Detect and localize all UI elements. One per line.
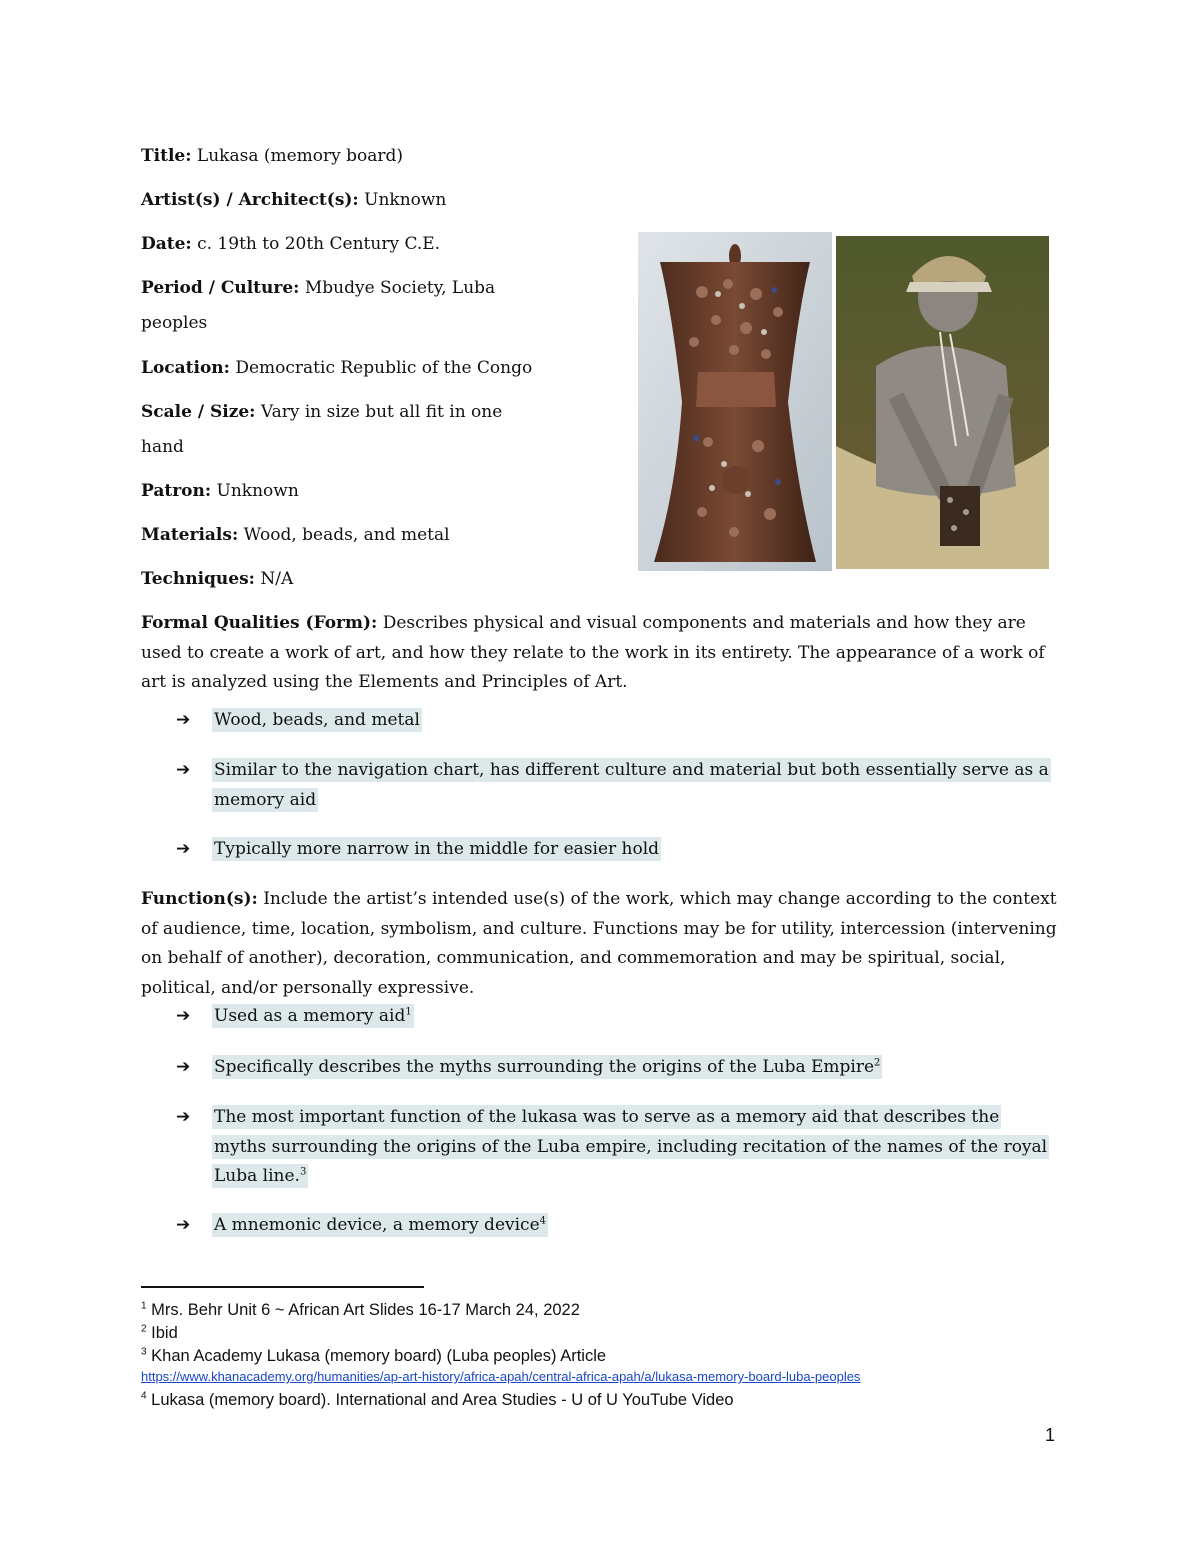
formal-bullet-2-text: Similar to the navigation chart, has different culture and material but both essentially serve as a memory aid — [214, 760, 1049, 810]
footnote-number: 2 — [141, 1323, 147, 1335]
function-label: Function(s): — [141, 889, 258, 909]
arrow-icon: ➔ — [176, 839, 191, 859]
location-line — [141, 351, 532, 386]
period-line-cont — [141, 306, 207, 341]
period-value: Mbudye Society, Luba — [299, 278, 496, 298]
formal-qualities-label: Formal Qualities (Form): — [141, 613, 378, 633]
formal-bullet-1-text: Wood, beads, and metal — [214, 710, 420, 730]
location-value: Democratic Republic of the Congo — [229, 358, 533, 378]
materials-line — [141, 518, 450, 553]
function-bullet-3 — [176, 1103, 1056, 1192]
footnote-1 — [141, 1299, 580, 1321]
footnote-3-text: Khan Academy Lukasa (memory board) (Luba peoples) Article — [146, 1347, 607, 1365]
formal-bullet-3-text: Typically more narrow in the middle for easier hold — [214, 839, 660, 859]
scale-line — [141, 395, 502, 430]
function-paragraph — [141, 885, 1061, 1003]
footnote-number: 1 — [141, 1300, 147, 1312]
footnote-3-link[interactable]: https://www.khanacademy.org/humanities/ap-art-history/africa-apah/central-africa-apah/a/lukasa-memory-board-luba-peoples — [141, 1369, 861, 1384]
formal-qualities-paragraph — [141, 609, 1061, 698]
materials-label: Materials: — [141, 525, 239, 545]
location-label: Location: — [141, 358, 230, 378]
artist-value: Unknown — [358, 190, 447, 210]
scale-line-cont — [141, 430, 184, 465]
arrow-icon: ➔ — [176, 1006, 191, 1026]
techniques-value: N/A — [254, 569, 294, 589]
footnote-number: 3 — [141, 1346, 147, 1358]
arrow-icon: ➔ — [176, 1215, 191, 1235]
footnote-ref[interactable]: 4 — [539, 1215, 546, 1227]
materials-value: Wood, beads, and metal — [238, 525, 450, 545]
date-value: c. 19th to 20th Century C.E. — [191, 234, 441, 254]
function-text: Include the artist’s intended use(s) of the work, which may change according to the context of audience, time, location, symbolism, and culture. Functions may be for utility, intercession (intervening on behalf of another), decoration, communication, and commemoration and may be spiritual, social, political, and/or personally expressive. — [141, 889, 1057, 998]
luba-elder-image — [836, 236, 1049, 569]
patron-label: Patron: — [141, 481, 212, 501]
lukasa-board-image — [638, 232, 832, 571]
function-bullet-2-text: Specifically describes the myths surrounding the origins of the Luba Empire — [214, 1057, 875, 1077]
date-label: Date: — [141, 234, 192, 254]
footnote-4-text: Lukasa (memory board). International and Area Studies - U of U YouTube Video — [146, 1391, 734, 1409]
techniques-label: Techniques: — [141, 569, 255, 589]
arrow-icon: ➔ — [176, 760, 191, 780]
scale-value-cont: hand — [141, 437, 184, 457]
formal-bullet-3 — [176, 835, 1056, 865]
function-bullet-4 — [176, 1211, 1056, 1241]
function-bullet-4-text: A mnemonic device, a memory device — [214, 1215, 540, 1235]
function-bullet-2 — [176, 1053, 1056, 1083]
formal-qualities-text: Describes physical and visual components and materials and how they are used to create a work of art, and how they relate to the work in its entirety. The appearance of a work of art is analyzed using the Elements and Principles of Art. — [141, 613, 1045, 692]
arrow-icon: ➔ — [176, 1057, 191, 1077]
scale-value: Vary in size but all fit in one — [255, 402, 503, 422]
footnote-2-text: Ibid — [146, 1324, 178, 1342]
title-line — [141, 139, 403, 174]
page-number: 1 — [1045, 1425, 1056, 1445]
artist-line — [141, 183, 446, 218]
footnote-ref[interactable]: 2 — [874, 1057, 881, 1069]
footnote-3 — [141, 1345, 606, 1367]
period-line — [141, 271, 495, 306]
footnote-1-text: Mrs. Behr Unit 6 ~ African Art Slides 16-17 March 24, 2022 — [146, 1301, 580, 1319]
function-bullet-1-text: Used as a memory aid — [214, 1006, 406, 1026]
arrow-icon: ➔ — [176, 710, 191, 730]
formal-bullet-1 — [176, 706, 1056, 736]
footnote-separator — [141, 1286, 424, 1288]
scale-label: Scale / Size: — [141, 402, 256, 422]
title-value: Lukasa (memory board) — [191, 146, 404, 166]
techniques-line — [141, 562, 293, 597]
date-line — [141, 227, 440, 262]
formal-bullet-2 — [176, 756, 1056, 815]
footnote-2 — [141, 1322, 178, 1344]
arrow-icon: ➔ — [176, 1107, 191, 1127]
function-bullet-3-text: The most important function of the lukasa was to serve as a memory aid that describes the myths surrounding the origins of the Luba empire, including recitation of the names of the royal Luba line. — [214, 1107, 1048, 1186]
footnote-4 — [141, 1389, 734, 1411]
period-value-cont: peoples — [141, 313, 208, 333]
footnote-ref[interactable]: 1 — [405, 1006, 412, 1018]
artist-label: Artist(s) / Architect(s): — [141, 190, 359, 210]
patron-line — [141, 474, 299, 509]
footnote-ref[interactable]: 3 — [299, 1166, 307, 1178]
function-bullet-1 — [176, 1002, 1056, 1032]
title-label: Title: — [141, 146, 192, 166]
period-label: Period / Culture: — [141, 278, 300, 298]
footnote-number: 4 — [141, 1390, 147, 1402]
patron-value: Unknown — [211, 481, 299, 501]
